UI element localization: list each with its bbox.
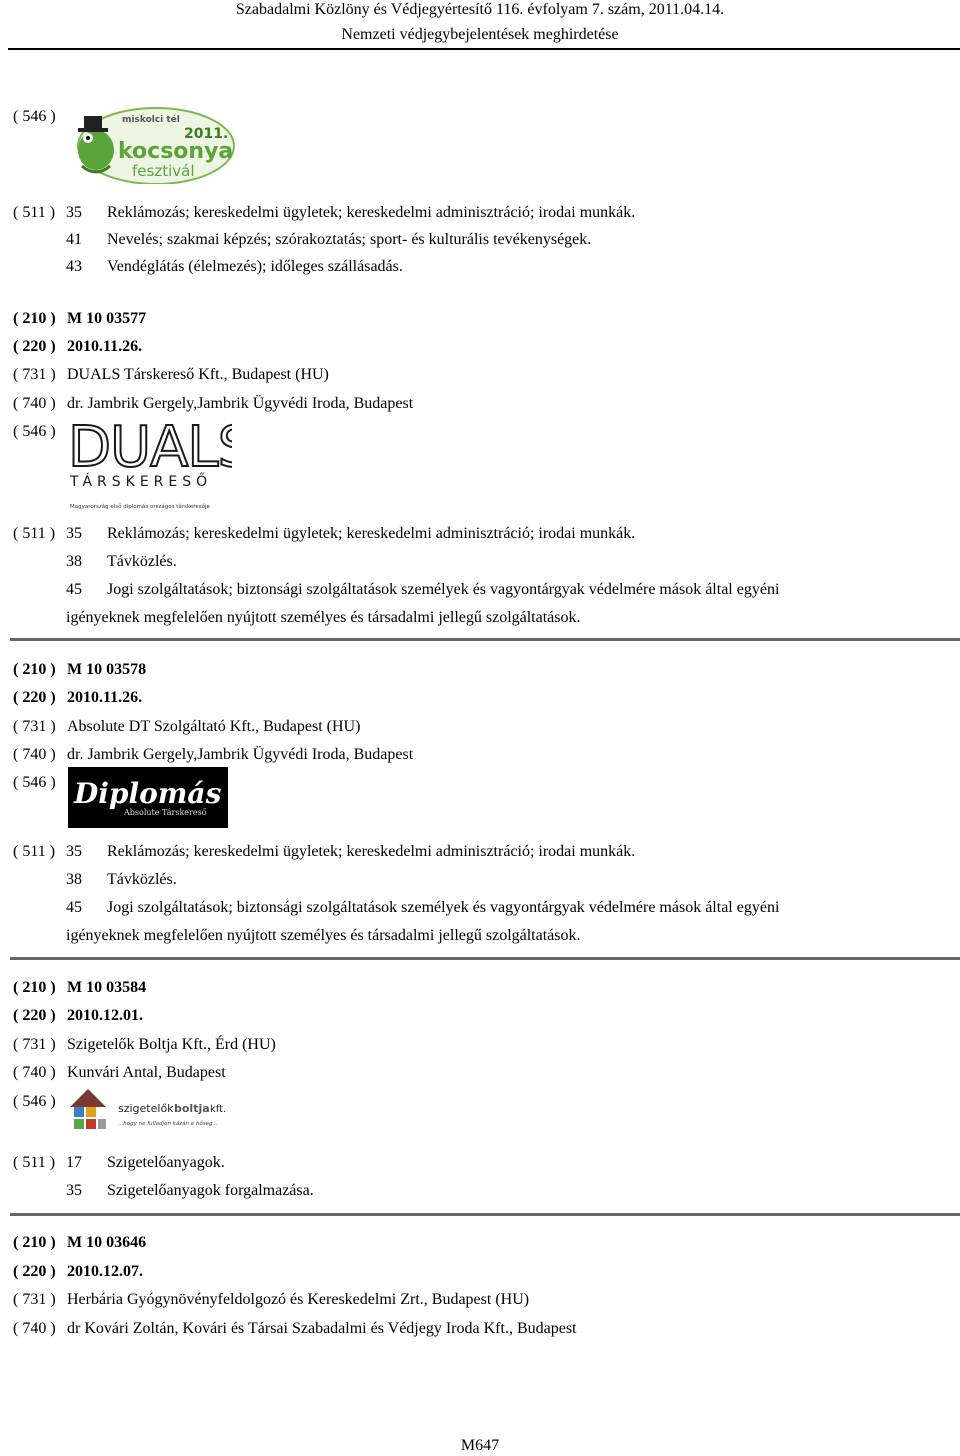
class-label: ( 511 ) (13, 1154, 56, 1171)
class-number: 38 (66, 553, 82, 570)
owner-label: ( 731 ) (13, 718, 56, 735)
class-number: 17 (66, 1154, 82, 1171)
agent-label: ( 740 ) (13, 395, 56, 412)
owner-label: ( 731 ) (13, 1036, 56, 1053)
duals-logo (68, 416, 232, 512)
image-label: ( 546 ) (13, 423, 56, 440)
agent-label: ( 740 ) (13, 746, 56, 763)
diplomas-logo (68, 767, 228, 828)
class-text: Jogi szolgáltatások; biztonsági szolgáltatások személyek és vagyontárgyak védelmére mások által egyéni (107, 581, 780, 598)
kocsonya-festival-logo (66, 100, 236, 184)
entry-separator (10, 1213, 960, 1216)
filing-date-label: ( 220 ) (13, 1007, 56, 1024)
class-label: ( 511 ) (13, 525, 56, 542)
page-number: M647 (460, 1437, 500, 1454)
entry-separator (10, 638, 960, 641)
class-number: 35 (66, 843, 82, 860)
class-text: Távközlés. (107, 553, 177, 570)
class-number: 43 (66, 258, 82, 275)
svg-text:Magyarország első diplomás ors: Magyarország első diplomás országos társkeresője (70, 504, 210, 510)
image-label: ( 546 ) (13, 774, 56, 791)
class-number: 35 (66, 1182, 82, 1199)
class-text: Nevelés; szakmai képzés; szórakoztatás; sport- és kulturális tevékenységek. (107, 231, 592, 248)
application-number: M 10 03584 (67, 979, 147, 996)
filing-date: 2010.11.26. (67, 338, 143, 355)
owner-name: Szigetelők Boltja Kft., Érd (HU) (67, 1036, 276, 1053)
class-text-continuation: igényeknek megfelelően nyújtott személyes és társadalmi jellegű szolgáltatások. (66, 927, 581, 944)
svg-text:...hogy ne fulladjon kázán e h: ...hogy ne fulladjon kázán e hőség... (118, 1121, 218, 1127)
svg-text:fesztivál: fesztivál (132, 162, 195, 180)
svg-text:2011.: 2011. (184, 126, 229, 142)
entry-separator (10, 957, 960, 960)
application-label: ( 210 ) (13, 1234, 56, 1251)
owner-name: Absolute DT Szolgáltató Kft., Budapest (HU) (67, 718, 361, 735)
application-number: M 10 03577 (67, 310, 147, 327)
svg-text:Absolute Társkereső: Absolute Társkereső (124, 808, 207, 817)
svg-text:DUALS: DUAL (68, 416, 218, 480)
application-label: ( 210 ) (13, 310, 56, 327)
svg-text:szigetelők: szigetelők (118, 1102, 174, 1115)
class-number: 35 (66, 525, 82, 542)
application-number: M 10 03578 (67, 661, 147, 678)
svg-text:boltja: boltja (174, 1102, 210, 1115)
application-label: ( 210 ) (13, 979, 56, 996)
svg-text:kocsonya: kocsonya (118, 139, 234, 164)
owner-name: Herbária Gyógynövényfeldolgozó és Kereskedelmi Zrt., Budapest (HU) (67, 1291, 530, 1308)
filing-date: 2010.11.26. (67, 689, 143, 706)
agent-label: ( 740 ) (13, 1320, 56, 1337)
application-number: M 10 03646 (67, 1234, 147, 1251)
image-label: ( 546 ) (13, 108, 56, 125)
agent-name: dr. Jambrik Gergely,Jambrik Ügyvédi Iroda, Budapest (67, 746, 414, 763)
journal-title: Szabadalmi Közlöny és Védjegyértesítő 116. évfolyam 7. szám, 2011.04.14. (235, 1, 725, 18)
agent-name: Kunvári Antal, Budapest (67, 1064, 226, 1081)
section-title: Nemzeti védjegybejelentések meghirdetése (341, 26, 619, 43)
owner-label: ( 731 ) (13, 366, 56, 383)
owner-label: ( 731 ) (13, 1291, 56, 1308)
class-text: Reklámozás; kereskedelmi ügyletek; kereskedelmi adminisztráció; irodai munkák. (107, 843, 636, 860)
class-text: Vendéglátás (élelmezés); időleges szállásadás. (107, 258, 403, 275)
szigetelok-boltja-logo (68, 1085, 230, 1140)
svg-text:TÁRSKERESŐ: TÁRSKERESŐ (70, 474, 213, 490)
filing-date: 2010.12.07. (67, 1263, 143, 1280)
image-label: ( 546 ) (13, 1093, 56, 1110)
application-label: ( 210 ) (13, 661, 56, 678)
header-rule (8, 48, 960, 50)
svg-text:kft.: kft. (210, 1104, 227, 1115)
class-number: 41 (66, 231, 82, 248)
class-number: 45 (66, 899, 82, 916)
filing-date: 2010.12.01. (67, 1007, 143, 1024)
class-text: Reklámozás; kereskedelmi ügyletek; kereskedelmi adminisztráció; irodai munkák. (107, 204, 636, 221)
agent-label: ( 740 ) (13, 1064, 56, 1081)
filing-date-label: ( 220 ) (13, 1263, 56, 1280)
class-label: ( 511 ) (13, 204, 56, 221)
filing-date-label: ( 220 ) (13, 338, 56, 355)
class-label: ( 511 ) (13, 843, 56, 860)
class-text-continuation: igényeknek megfelelően nyújtott személyes és társadalmi jellegű szolgáltatások. (66, 609, 581, 626)
filing-date-label: ( 220 ) (13, 689, 56, 706)
class-text: Reklámozás; kereskedelmi ügyletek; kereskedelmi adminisztráció; irodai munkák. (107, 525, 636, 542)
owner-name: DUALS Társkereső Kft., Budapest (HU) (67, 366, 329, 383)
svg-text:Diplomás: Diplomás (74, 777, 222, 810)
class-text: Szigetelőanyagok forgalmazása. (107, 1182, 314, 1199)
class-text: Jogi szolgáltatások; biztonsági szolgáltatások személyek és vagyontárgyak védelmére mások által egyéni (107, 899, 780, 916)
class-number: 38 (66, 871, 82, 888)
agent-name: dr Kovári Zoltán, Kovári és Társai Szabadalmi és Védjegy Iroda Kft., Budapest (67, 1320, 577, 1337)
class-text: Szigetelőanyagok. (107, 1154, 225, 1171)
class-text: Távközlés. (107, 871, 177, 888)
agent-name: dr. Jambrik Gergely,Jambrik Ügyvédi Iroda, Budapest (67, 395, 414, 412)
svg-text:miskolci tél: miskolci tél (122, 115, 180, 125)
class-number: 45 (66, 581, 82, 598)
class-number: 35 (66, 204, 82, 221)
